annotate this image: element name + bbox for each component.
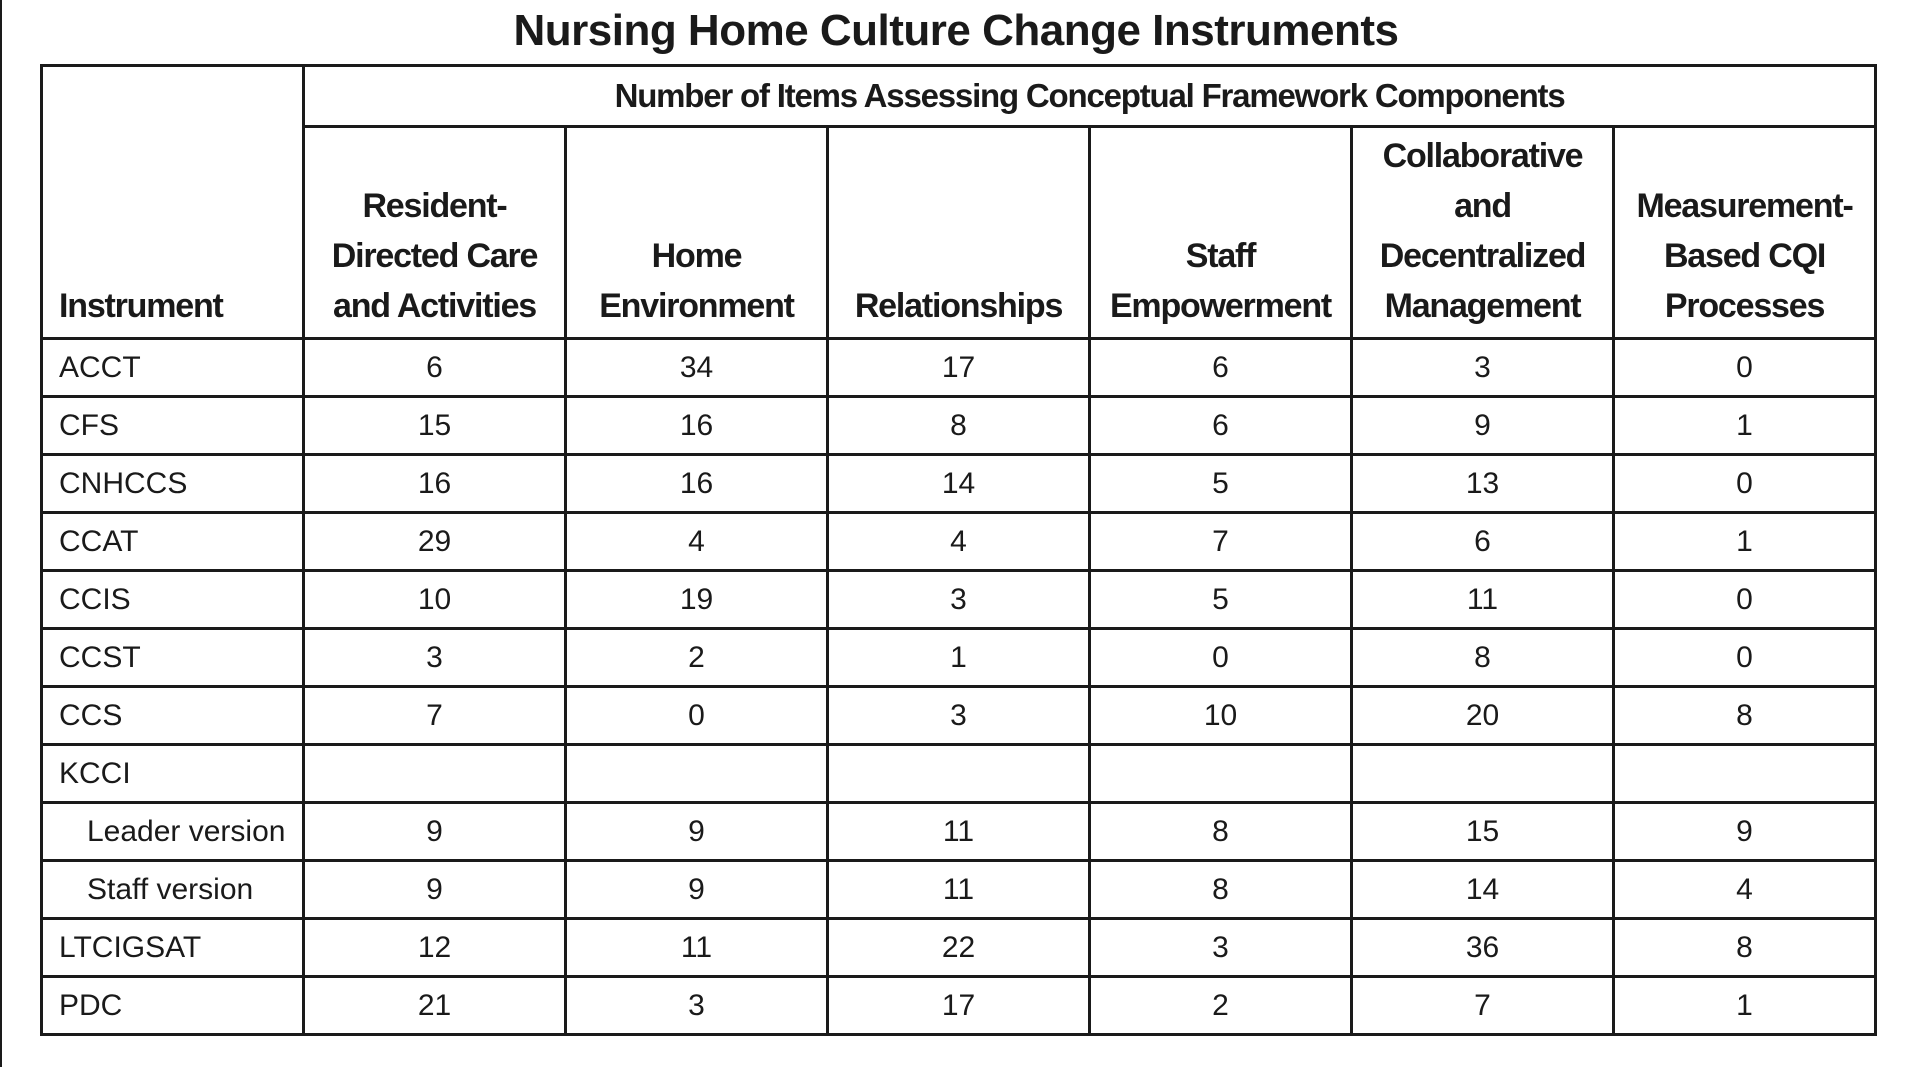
value-cell: 3 [828, 571, 1090, 629]
value-cell: 0 [1614, 571, 1876, 629]
value-cell: 9 [304, 861, 566, 919]
value-cell: 29 [304, 513, 566, 571]
value-cell [304, 745, 566, 803]
column-header: Relationships [828, 127, 1090, 339]
value-cell: 16 [304, 455, 566, 513]
value-cell: 8 [1614, 687, 1876, 745]
instrument-name-cell: CCAT [42, 513, 304, 571]
value-cell: 13 [1352, 455, 1614, 513]
value-cell [828, 745, 1090, 803]
value-cell: 5 [1090, 571, 1352, 629]
value-cell: 9 [1614, 803, 1876, 861]
value-cell: 6 [1090, 339, 1352, 397]
value-cell [1614, 745, 1876, 803]
value-cell: 0 [1090, 629, 1352, 687]
value-cell: 7 [1352, 977, 1614, 1035]
value-cell: 15 [304, 397, 566, 455]
value-cell: 36 [1352, 919, 1614, 977]
value-cell: 10 [1090, 687, 1352, 745]
value-cell: 15 [1352, 803, 1614, 861]
value-cell: 11 [828, 803, 1090, 861]
value-cell: 19 [566, 571, 828, 629]
value-cell: 9 [566, 861, 828, 919]
instrument-name-cell: CFS [42, 397, 304, 455]
table-header [42, 66, 1876, 339]
value-cell: 1 [828, 629, 1090, 687]
value-cell: 3 [1352, 339, 1614, 397]
value-cell: 0 [1614, 339, 1876, 397]
column-header: Staff Empowerment [1090, 127, 1352, 339]
value-cell [566, 745, 828, 803]
table-row [42, 629, 1876, 687]
value-cell: 8 [1352, 629, 1614, 687]
value-cell: 6 [1090, 397, 1352, 455]
value-cell: 4 [566, 513, 828, 571]
value-cell: 11 [566, 919, 828, 977]
value-cell [1090, 745, 1352, 803]
value-cell: 9 [1352, 397, 1614, 455]
instrument-name-cell: CNHCCS [42, 455, 304, 513]
value-cell: 1 [1614, 977, 1876, 1035]
table-body [42, 339, 1876, 1035]
value-cell: 7 [1090, 513, 1352, 571]
value-cell: 6 [304, 339, 566, 397]
value-cell: 1 [1614, 397, 1876, 455]
value-cell: 8 [828, 397, 1090, 455]
value-cell: 6 [1352, 513, 1614, 571]
value-cell: 4 [1614, 861, 1876, 919]
value-cell: 0 [1614, 455, 1876, 513]
value-cell: 17 [828, 977, 1090, 1035]
value-cell: 14 [1352, 861, 1614, 919]
table-row [42, 687, 1876, 745]
value-cell: 8 [1090, 803, 1352, 861]
value-cell: 3 [566, 977, 828, 1035]
table-row [42, 803, 1876, 861]
value-cell: 21 [304, 977, 566, 1035]
column-header: Measurement- Based CQI Processes [1614, 127, 1876, 339]
value-cell: 34 [566, 339, 828, 397]
value-cell: 0 [566, 687, 828, 745]
value-cell: 2 [1090, 977, 1352, 1035]
group-column-header: Number of Items Assessing Conceptual Framework Components [304, 66, 1876, 127]
value-cell: 12 [304, 919, 566, 977]
instrument-column-header: Instrument [42, 66, 304, 339]
value-cell: 8 [1614, 919, 1876, 977]
instrument-name-cell: CCS [42, 687, 304, 745]
value-cell: 2 [566, 629, 828, 687]
instruments-table [40, 64, 1877, 1036]
table-row [42, 861, 1876, 919]
table-row [42, 397, 1876, 455]
instrument-name-cell: CCIS [42, 571, 304, 629]
table-row [42, 977, 1876, 1035]
table-row [42, 455, 1876, 513]
value-cell: 5 [1090, 455, 1352, 513]
column-header: Home Environment [566, 127, 828, 339]
table-row [42, 513, 1876, 571]
instrument-name-cell: Staff version [42, 861, 304, 919]
table-row [42, 919, 1876, 977]
value-cell: 8 [1090, 861, 1352, 919]
page-frame-border [0, 0, 2, 1067]
value-cell: 22 [828, 919, 1090, 977]
value-cell: 9 [304, 803, 566, 861]
value-cell: 9 [566, 803, 828, 861]
column-header: Resident- Directed Care and Activities [304, 127, 566, 339]
value-cell: 16 [566, 455, 828, 513]
value-cell: 20 [1352, 687, 1614, 745]
instrument-name-cell: CCST [42, 629, 304, 687]
value-cell: 14 [828, 455, 1090, 513]
value-cell: 3 [828, 687, 1090, 745]
value-cell: 0 [1614, 629, 1876, 687]
instrument-name-cell: PDC [42, 977, 304, 1035]
value-cell: 4 [828, 513, 1090, 571]
table-row [42, 339, 1876, 397]
instrument-name-cell: ACCT [42, 339, 304, 397]
value-cell: 16 [566, 397, 828, 455]
instrument-name-cell: Leader version [42, 803, 304, 861]
value-cell: 1 [1614, 513, 1876, 571]
value-cell: 7 [304, 687, 566, 745]
table-row [42, 745, 1876, 803]
instrument-name-cell: LTCIGSAT [42, 919, 304, 977]
value-cell: 17 [828, 339, 1090, 397]
value-cell: 3 [304, 629, 566, 687]
value-cell: 3 [1090, 919, 1352, 977]
page-title: Nursing Home Culture Change Instruments [513, 6, 1399, 55]
column-header: Collaborative and Decentralized Management [1352, 127, 1614, 339]
table-row [42, 571, 1876, 629]
value-cell: 10 [304, 571, 566, 629]
value-cell: 11 [828, 861, 1090, 919]
value-cell [1352, 745, 1614, 803]
instrument-name-cell: KCCI [42, 745, 304, 803]
value-cell: 11 [1352, 571, 1614, 629]
